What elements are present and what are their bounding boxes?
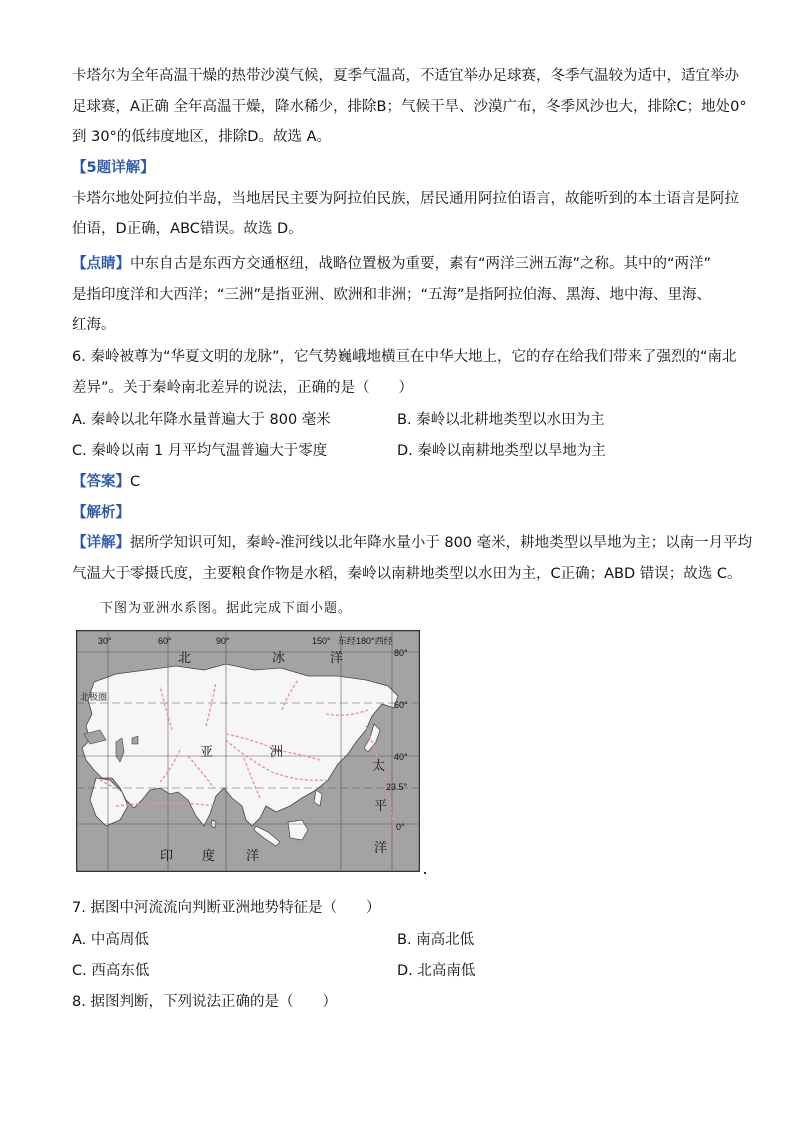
label-ping: 平 [374,799,388,814]
text-line: 红海。 [72,317,116,333]
text-line [72,528,753,559]
remark-block [72,249,724,341]
detail-tag: 【详解】 [72,535,130,551]
remark-line1: 中东自古是东西方交通枢纽，战略位置极为重要，素有“两洋三洲五海”之称。其中的“两洋” [130,256,712,272]
q6-options-row-2 [72,436,724,466]
q7-option-a: A. 中高周低 [72,932,149,948]
label-tai: 太 [372,759,386,774]
label-zhou: 洲 [270,745,284,760]
text-line: 是指印度洋和大西洋；“三洲”是指亚洲、欧洲和非洲；“五海”是指阿拉伯海、黑海、地中海、里海、 [72,286,712,303]
text-line [72,467,724,498]
label-bei: 北 [178,651,192,666]
text-line: 卡塔尔地处阿拉伯半岛，当地居民主要为阿拉伯民族，居民通用阿拉伯语言，故能听到的本土语言是阿拉 [72,190,739,207]
text-line [72,249,724,280]
q6-option-d: D. 秦岭以南耕地类型以旱地为主 [397,443,606,459]
q6-option-a: A. 秦岭以北年降水量普遍大于 800 毫米 [72,412,331,428]
q6-stem [72,342,737,403]
q6-options-row-1 [72,405,724,435]
q7-option-c: C. 西高东低 [72,963,150,979]
label-lat-23: 23.5° [386,782,408,792]
q5-detail-block [72,153,739,245]
stray-dot [424,872,426,874]
detail-line1: 据所学知识可知，秦岭-淮河线以北年降水量小于 800 毫米，耕地类型以旱地为主；以南一月平均 [130,535,753,551]
label-yin: 印 [160,849,174,864]
remark-tag: 【点睛】 [72,256,130,272]
label-yang-south: 洋 [246,849,260,864]
answer-value: C [130,474,141,490]
label-du: 度 [202,849,216,864]
label-yang-east: 洋 [374,841,388,856]
text-line: 卡塔尔为全年高温干燥的热带沙漠气候，夏季气温高，不适宜举办足球赛，冬季气温较为适中，适宜举办 [72,68,739,84]
label-arctic-circle: 北极圈 [80,692,108,702]
q7-options-row-1 [72,925,724,955]
label-yang-north: 洋 [330,651,344,666]
text-line: 6. 秦岭被尊为“华夏文明的龙脉”，它气势巍峨地横亘在中华大地上，它的存在给我们带来了强烈的“南北 [72,349,737,365]
label-lon-60: 60° [158,636,172,646]
label-lat-60: 60° [394,700,408,710]
q6-option-b: B. 秦岭以北耕地类型以水田为主 [397,412,605,428]
map-caption: 下图为亚洲水系图。据此完成下面小题。 [100,601,353,616]
q5-detail-tag: 【5题详解】 [72,160,155,176]
label-lat-0: 0° [396,822,405,832]
asia-river-map [76,630,420,872]
q7-option-d: D. 北高南低 [397,963,476,979]
q6-option-c: C. 秦岭以南 1 月平均气温普遍大于零度 [72,443,328,459]
text-line: 到 30°的低纬度地区，排除D。故选 A。 [72,129,332,145]
q6-answer-block [72,467,753,589]
q7-options-row-2 [72,956,724,986]
label-lat-40: 40° [394,752,408,762]
q7-option-b: B. 南高北低 [397,932,475,948]
q8-stem: 8. 据图判断，下列说法正确的是（ ） [72,994,337,1010]
label-lon-90: 90° [216,636,230,646]
detail-line2: 气温大于零摄氏度，主要粮食作物是水稻，秦岭以南耕地类型以水田为主，C正确；ABD 错误；故选 C。 [72,565,742,582]
q7-stem: 7. 据图中河流流向判断亚洲地势特征是（ ） [72,900,381,916]
label-east180: 东经180°西经 [338,636,393,646]
q4-analysis-text [72,61,747,153]
analysis-tag: 【解析】 [72,504,130,521]
label-lon-150: 150° [312,636,331,646]
label-lon-30: 30° [98,636,112,646]
text-line: 足球赛，A正确 全年高温干燥，降水稀少，排除B；气候干旱、沙漠广布，冬季风沙也大，排除C；地处0° [72,98,747,115]
text-line: 伯语，D正确，ABC错误。故选 D。 [72,221,303,237]
answer-tag: 【答案】 [72,474,130,490]
label-bing: 冰 [272,651,286,666]
text-line: 差异”。关于秦岭南北差异的说法，正确的是（ ） [72,379,414,396]
label-lat-80: 80° [394,648,408,658]
label-ya: 亚 [200,745,214,760]
